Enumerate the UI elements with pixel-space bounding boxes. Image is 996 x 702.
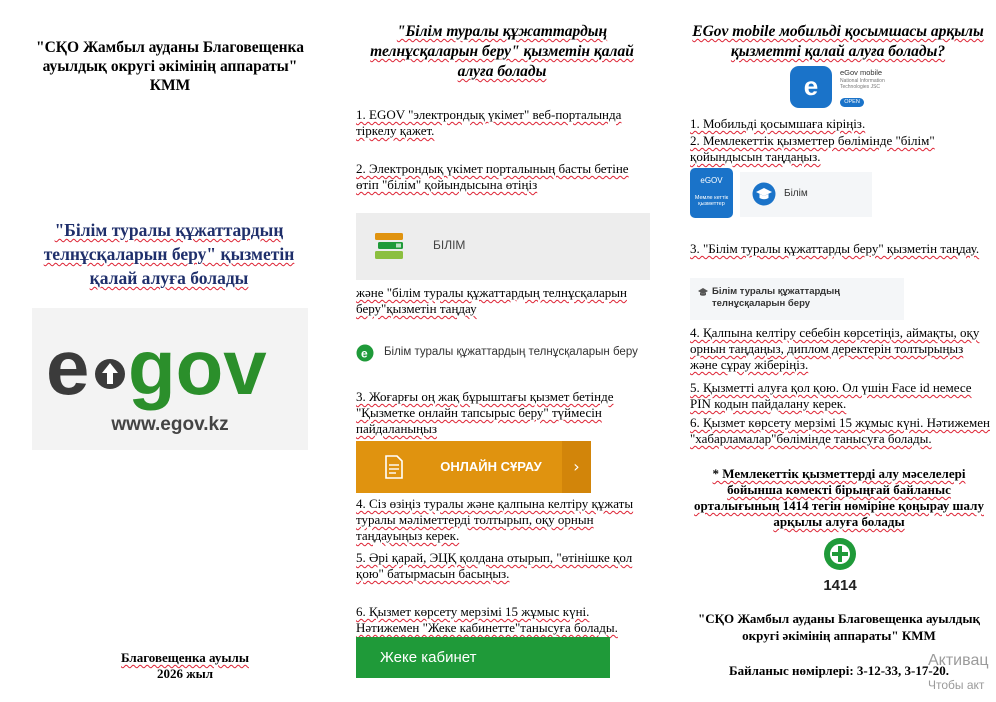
svg-text:e: e <box>46 323 90 411</box>
web-step-2b: және "білім туралы құжаттардың телнұсқаларын беру"қызметін таңдау <box>356 285 627 316</box>
app-name: eGov mobile <box>840 68 883 77</box>
svg-text:gov: gov <box>128 323 267 411</box>
graduation-cap-icon <box>698 287 708 297</box>
service-link[interactable]: Білім туралы құжаттардың телнұсқаларын беру <box>384 346 638 358</box>
organization-name: "СҚО Жамбыл ауданы Благовещенка ауылдық округі әкімінің аппараты" КММ <box>36 39 304 94</box>
tile-caption: Мемле кеттік қызметтер <box>694 195 729 207</box>
gov-services-tile[interactable] <box>690 168 733 218</box>
tile-logo: eGOV <box>700 176 723 185</box>
document-icon <box>384 455 404 479</box>
egov-mobile-app-badge[interactable] <box>790 66 894 110</box>
bilim-label: БІЛІМ <box>433 238 466 252</box>
web-step-1: 1. EGOV "электрондық үкімет" веб-порталында тіркелу қажет. <box>356 107 622 138</box>
contact-numbers: Байланыс нөмірлері: 3-12-33, 3-17-20. <box>729 663 949 678</box>
open-app-button[interactable]: OPEN <box>840 98 864 107</box>
service-menu-item[interactable] <box>690 278 904 320</box>
cabinet-button-label: Жеке кабинет <box>380 649 477 666</box>
egov-logo <box>32 308 308 450</box>
web-step-3: 3. Жоғарғы оң жақ бұрыштағы қызмет бетінде "Қызметке онлайн тапсырыс беру" түймесін пайдаланыңыз <box>356 389 614 436</box>
brochure-title: "Білім туралы құжаттардың телнұсқаларын беру" қызметін қалай алуға болады <box>43 220 295 288</box>
watermark-line-2: Чтобы акт <box>928 678 985 692</box>
mobile-step-5: 5. Қызметті алуға қол қою. Ол үшін Face id немесе PIN кодын пайдалану керек. <box>690 380 972 411</box>
personal-cabinet-button[interactable] <box>356 637 610 678</box>
hotline-note: * Мемлекеттік қызметтерді алу мәселелері бойынша көмекті бірыңғай байланыс орталығының 1414 тегін нөміріне қоңырау шалу арқылы алуға болады <box>694 466 984 529</box>
online-button-label: ОНЛАЙН СҰРАУ <box>440 459 542 474</box>
web-step-4: 4. Сіз өзіңіз туралы және қалпына келтіру құжаты туралы мәліметтерді толтырып, оқу орнын таңдауыңыз керек. <box>356 496 634 543</box>
footer <box>92 650 278 682</box>
egov-mobile-icon: e <box>790 66 832 108</box>
egov-green-icon <box>356 344 374 362</box>
bilim-category-banner[interactable] <box>356 213 650 280</box>
mobile-step-3: 3. "Білім туралы құжаттарды беру" қызметін таңдау. <box>690 241 980 256</box>
svg-text:e: e <box>361 346 368 361</box>
web-step-2: 2. Электрондық үкімет порталының басты бетіне өтіп "білім" қойындысына өтіңіз <box>356 161 629 192</box>
app-publisher: National Information Technologies JSC <box>840 78 885 90</box>
footer-year: 2026 жыл <box>156 666 214 681</box>
footer-place: Благовещенка ауылы <box>121 650 249 665</box>
online-request-button[interactable] <box>356 441 591 493</box>
mobile-guide-title: EGov mobile мобильді қосымшасы арқылы қызметті қалай алуға болады? <box>692 23 984 60</box>
mobile-step-1: 1. Мобильді қосымшаға кіріңіз. <box>690 116 866 131</box>
hotline-number: 1414 <box>823 577 857 594</box>
web-guide-title: "Білім туралы құжаттардың телнұсқаларын беру" қызметін қалай алуға болады <box>370 23 634 80</box>
web-step-5: 5. Әрі қарай, ЭЦҚ қолдана отырып, "өтінішке қол қою" батырмасын басыңыз. <box>356 550 633 581</box>
service-link-row[interactable] <box>356 343 656 363</box>
chevron-right-icon: › <box>562 441 591 493</box>
phone-icon <box>816 536 864 572</box>
mobile-step-4: 4. Қалпына келтіру себебін көрсетіңіз, аймақты, оқу орнын таңдаңыз, диплом деректерін толтырыңыз және сұрау жіберіңіз. <box>690 325 980 372</box>
bilim-menu-item[interactable] <box>740 172 872 217</box>
organization-name-footer: "СҚО Жамбыл ауданы Благовещенка ауылдық округі әкімінің аппараты" КММ <box>697 611 980 643</box>
graduation-cap-icon <box>752 182 776 206</box>
hotline-1414-logo <box>816 536 864 598</box>
books-icon <box>372 229 406 263</box>
mobile-step-6: 6. Қызмет көрсету мерзімі 15 жұмыс күні. Нәтижемен "хабарламалар"бөлімінде танысуға болады. <box>690 415 990 446</box>
bilim-item-label: Білім <box>784 188 808 199</box>
egov-url[interactable]: www.egov.kz <box>111 414 229 435</box>
service-item-label: Білім туралы құжаттардың телнұсқаларын беру <box>712 286 840 309</box>
web-step-6: 6. Қызмет көрсету мерзімі 15 жұмыс күні. Нәтижемен "Жеке кабинетте"танысуға болады. <box>356 604 618 635</box>
mobile-step-2: 2. Мемлекеттік қызметтер бөлімінде "білім" қойындысын таңдаңыз. <box>690 133 935 164</box>
watermark-line-1: Активац <box>928 652 989 669</box>
